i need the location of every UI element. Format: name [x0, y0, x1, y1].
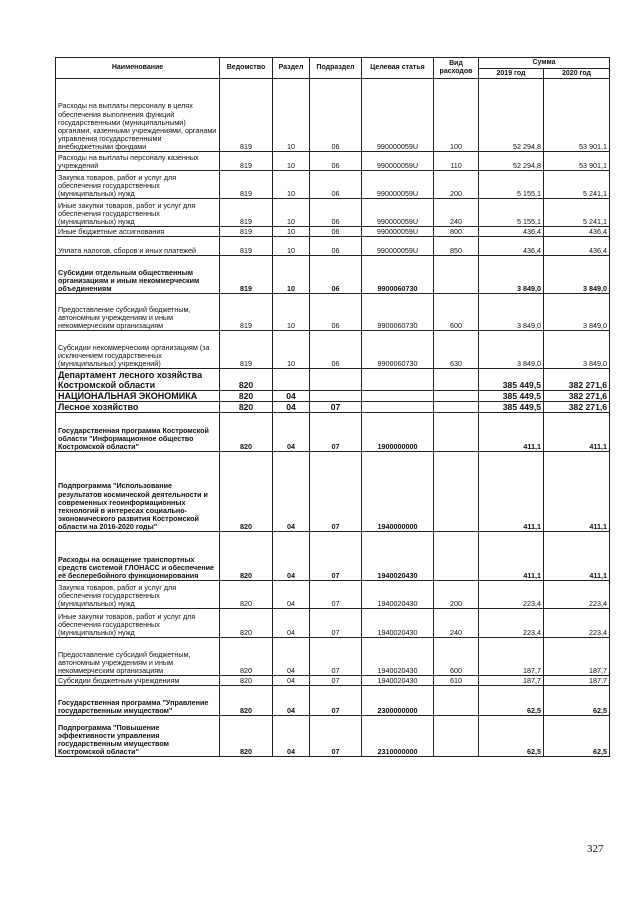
cell-vedomstvo: 819	[220, 237, 273, 256]
cell-2019: 411,1	[479, 452, 544, 532]
table-row	[56, 152, 610, 171]
cell-vid	[434, 686, 479, 716]
cell-2019: 52 294,8	[479, 152, 544, 171]
cell-target: 990000059U	[362, 227, 434, 237]
cell-vedomstvo: 819	[220, 79, 273, 152]
cell-2020: 53 901,1	[544, 152, 610, 171]
cell-razdel: 10	[273, 227, 310, 237]
cell-razdel: 04	[273, 609, 310, 638]
cell-podrazdel: 06	[310, 331, 362, 369]
cell-2020: 62,5	[544, 686, 610, 716]
table-row	[56, 391, 610, 402]
cell-vedomstvo: 820	[220, 532, 273, 581]
cell-vid	[434, 413, 479, 452]
table-row	[56, 256, 610, 294]
cell-2019: 223,4	[479, 581, 544, 609]
cell-vedomstvo: 820	[220, 581, 273, 609]
cell-2020: 436,4	[544, 227, 610, 237]
cell-target: 1940020430	[362, 581, 434, 609]
cell-2019: 385 449,5	[479, 402, 544, 413]
cell-2020: 411,1	[544, 413, 610, 452]
cell-target: 990000059U	[362, 79, 434, 152]
cell-vid: 100	[434, 79, 479, 152]
cell-podrazdel: 07	[310, 686, 362, 716]
cell-2020: 411,1	[544, 532, 610, 581]
table-row	[56, 294, 610, 331]
cell-razdel: 04	[273, 716, 310, 757]
cell-razdel: 04	[273, 452, 310, 532]
cell-razdel	[273, 369, 310, 391]
cell-2020: 187,7	[544, 676, 610, 686]
cell-2020: 382 271,6	[544, 391, 610, 402]
cell-target	[362, 391, 434, 402]
cell-vid: 800	[434, 227, 479, 237]
cell-2020: 223,4	[544, 609, 610, 638]
cell-razdel: 04	[273, 402, 310, 413]
cell-target: 9900060730	[362, 256, 434, 294]
header-name: Наименование	[56, 58, 220, 79]
cell-name: Иные закупки товаров, работ и услуг для обеспечения государственных (муниципальных) нужд	[56, 609, 220, 638]
cell-razdel: 10	[273, 331, 310, 369]
cell-target: 9900060730	[362, 294, 434, 331]
cell-vedomstvo: 820	[220, 413, 273, 452]
cell-name: Государственная программа Костромской области "Информационное общество Костромской области"	[56, 413, 220, 452]
cell-vid: 610	[434, 676, 479, 686]
cell-2019: 436,4	[479, 227, 544, 237]
cell-podrazdel: 07	[310, 452, 362, 532]
cell-2019: 5 155,1	[479, 199, 544, 227]
cell-target: 1940000000	[362, 452, 434, 532]
cell-vedomstvo: 820	[220, 676, 273, 686]
cell-vid	[434, 452, 479, 532]
cell-podrazdel: 06	[310, 171, 362, 199]
table-row	[56, 227, 610, 237]
cell-podrazdel: 06	[310, 199, 362, 227]
cell-name: Субсидии некоммерческим организациям (за исключением государственных (муниципальных) учреждений)	[56, 331, 220, 369]
cell-target: 1900000000	[362, 413, 434, 452]
table-row	[56, 532, 610, 581]
cell-vedomstvo: 820	[220, 369, 273, 391]
cell-2020: 3 849,0	[544, 256, 610, 294]
cell-podrazdel: 07	[310, 716, 362, 757]
cell-vid	[434, 716, 479, 757]
cell-vid	[434, 391, 479, 402]
cell-vid: 200	[434, 581, 479, 609]
cell-vid: 240	[434, 609, 479, 638]
cell-vedomstvo: 820	[220, 402, 273, 413]
cell-2020: 3 849,0	[544, 331, 610, 369]
cell-podrazdel: 07	[310, 609, 362, 638]
cell-2019: 411,1	[479, 413, 544, 452]
cell-2020: 436,4	[544, 237, 610, 256]
cell-name: Лесное хозяйство	[56, 402, 220, 413]
header-2020: 2020 год	[544, 69, 610, 79]
page-number: 327	[587, 843, 604, 855]
cell-vid: 630	[434, 331, 479, 369]
table-row	[56, 716, 610, 757]
cell-2019: 187,7	[479, 676, 544, 686]
cell-vedomstvo: 820	[220, 609, 273, 638]
cell-vedomstvo: 820	[220, 686, 273, 716]
cell-vedomstvo: 819	[220, 256, 273, 294]
header-vedomstvo: Ведомство	[220, 58, 273, 79]
cell-2019: 5 155,1	[479, 171, 544, 199]
cell-name: Субсидии отдельным общественным организациям и иным некоммерческим объединениям	[56, 256, 220, 294]
table-row	[56, 331, 610, 369]
cell-name: Подпрограмма "Использование результатов космической деятельности и современных геоинформационных технологий в интересах социально-экономического развития Костромской области на 2016-2020 годы"	[56, 452, 220, 532]
cell-name: Предоставление субсидий бюджетным, автономным учреждениям и иным некоммерческим организациям	[56, 638, 220, 676]
table-row	[56, 171, 610, 199]
cell-target: 1940020430	[362, 532, 434, 581]
header-vid: Вид расходов	[434, 58, 479, 79]
cell-podrazdel: 06	[310, 152, 362, 171]
cell-vid	[434, 532, 479, 581]
cell-podrazdel: 06	[310, 79, 362, 152]
cell-target: 2300000000	[362, 686, 434, 716]
cell-razdel: 10	[273, 294, 310, 331]
cell-2019: 62,5	[479, 716, 544, 757]
table-row	[56, 402, 610, 413]
cell-razdel: 04	[273, 413, 310, 452]
cell-2019: 411,1	[479, 532, 544, 581]
header-2019: 2019 год	[479, 69, 544, 79]
cell-name: Уплата налогов, сборов и иных платежей	[56, 237, 220, 256]
cell-2020: 382 271,6	[544, 369, 610, 391]
cell-name: Закупка товаров, работ и услуг для обеспечения государственных (муниципальных) нужд	[56, 581, 220, 609]
cell-target: 2310000000	[362, 716, 434, 757]
table-row	[56, 79, 610, 152]
cell-razdel: 10	[273, 256, 310, 294]
cell-vid: 110	[434, 152, 479, 171]
cell-podrazdel: 07	[310, 676, 362, 686]
cell-podrazdel	[310, 369, 362, 391]
cell-vedomstvo: 820	[220, 452, 273, 532]
cell-vedomstvo: 819	[220, 294, 273, 331]
cell-vedomstvo: 820	[220, 716, 273, 757]
table-row	[56, 199, 610, 227]
table-row	[56, 237, 610, 256]
cell-razdel: 04	[273, 686, 310, 716]
table-row	[56, 413, 610, 452]
cell-2019: 62,5	[479, 686, 544, 716]
cell-vid: 240	[434, 199, 479, 227]
table-row	[56, 676, 610, 686]
cell-vedomstvo: 819	[220, 331, 273, 369]
cell-name: Иные бюджетные ассигнования	[56, 227, 220, 237]
cell-razdel: 10	[273, 79, 310, 152]
cell-2019: 3 849,0	[479, 256, 544, 294]
cell-name: Департамент лесного хозяйства Костромской области	[56, 369, 220, 391]
cell-razdel: 04	[273, 391, 310, 402]
cell-target	[362, 402, 434, 413]
cell-2019: 52 294,8	[479, 79, 544, 152]
cell-podrazdel: 07	[310, 402, 362, 413]
table-row	[56, 581, 610, 609]
table-row	[56, 638, 610, 676]
cell-2019: 385 449,5	[479, 369, 544, 391]
cell-name: Государственная программа "Управление государственным имуществом"	[56, 686, 220, 716]
cell-vedomstvo: 820	[220, 638, 273, 676]
cell-vedomstvo: 819	[220, 152, 273, 171]
cell-2020: 53 901,1	[544, 79, 610, 152]
cell-2019: 436,4	[479, 237, 544, 256]
cell-name: Расходы на выплаты персоналу в целях обеспечения выполнения функций государственными (муниципальными) органами, казенными учреждениями, органами управления государственными внебюджетными фондами	[56, 79, 220, 152]
cell-name: НАЦИОНАЛЬНАЯ ЭКОНОМИКА	[56, 391, 220, 402]
cell-razdel: 04	[273, 638, 310, 676]
cell-target: 9900060730	[362, 331, 434, 369]
cell-2020: 223,4	[544, 581, 610, 609]
budget-table	[55, 57, 610, 757]
cell-razdel: 10	[273, 152, 310, 171]
cell-vid	[434, 256, 479, 294]
cell-2020: 382 271,6	[544, 402, 610, 413]
cell-podrazdel: 07	[310, 413, 362, 452]
cell-2020: 5 241,1	[544, 199, 610, 227]
cell-podrazdel	[310, 391, 362, 402]
cell-2020: 3 849,0	[544, 294, 610, 331]
cell-name: Субсидии бюджетным учреждениям	[56, 676, 220, 686]
cell-podrazdel: 07	[310, 638, 362, 676]
cell-name: Предоставление субсидий бюджетным, автономным учреждениям и иным некоммерческим организациям	[56, 294, 220, 331]
cell-2019: 3 849,0	[479, 331, 544, 369]
cell-podrazdel: 06	[310, 256, 362, 294]
cell-razdel: 04	[273, 676, 310, 686]
cell-2020: 187,7	[544, 638, 610, 676]
cell-vedomstvo: 819	[220, 199, 273, 227]
cell-2019: 3 849,0	[479, 294, 544, 331]
table-row	[56, 369, 610, 391]
cell-2020: 5 241,1	[544, 171, 610, 199]
cell-target: 1940020430	[362, 638, 434, 676]
cell-target: 1940020430	[362, 609, 434, 638]
cell-vedomstvo: 819	[220, 171, 273, 199]
cell-vid	[434, 402, 479, 413]
table-row	[56, 452, 610, 532]
cell-2019: 187,7	[479, 638, 544, 676]
cell-podrazdel: 06	[310, 294, 362, 331]
cell-razdel: 04	[273, 581, 310, 609]
cell-name: Расходы на выплаты персоналу казенных учреждений	[56, 152, 220, 171]
cell-podrazdel: 06	[310, 237, 362, 256]
header-razdel: Раздел	[273, 58, 310, 79]
cell-name: Иные закупки товаров, работ и услуг для обеспечения государственных (муниципальных) нужд	[56, 199, 220, 227]
cell-podrazdel: 06	[310, 227, 362, 237]
cell-2019: 385 449,5	[479, 391, 544, 402]
cell-name: Расходы на оснащение транспортных средств системой ГЛОНАСС и обеспечение её бесперебойного функционирования	[56, 532, 220, 581]
cell-2020: 62,5	[544, 716, 610, 757]
cell-target: 990000059U	[362, 152, 434, 171]
cell-podrazdel: 07	[310, 581, 362, 609]
cell-razdel: 10	[273, 237, 310, 256]
cell-vedomstvo: 819	[220, 227, 273, 237]
cell-2019: 223,4	[479, 609, 544, 638]
header-podrazdel: Подраздел	[310, 58, 362, 79]
cell-target: 990000059U	[362, 237, 434, 256]
header-target: Целевая статья	[362, 58, 434, 79]
cell-podrazdel: 07	[310, 532, 362, 581]
cell-target: 990000059U	[362, 171, 434, 199]
cell-razdel: 10	[273, 199, 310, 227]
cell-razdel: 04	[273, 532, 310, 581]
table-row	[56, 609, 610, 638]
cell-vid: 600	[434, 294, 479, 331]
header-sum: Сумма	[479, 58, 610, 69]
cell-vid: 200	[434, 171, 479, 199]
cell-name: Подпрограмма "Повышение эффективности управления государственным имуществом Костромской области"	[56, 716, 220, 757]
cell-2020: 411,1	[544, 452, 610, 532]
cell-target	[362, 369, 434, 391]
cell-target: 990000059U	[362, 199, 434, 227]
table-row	[56, 686, 610, 716]
cell-vedomstvo: 820	[220, 391, 273, 402]
cell-razdel: 10	[273, 171, 310, 199]
cell-name: Закупка товаров, работ и услуг для обеспечения государственных (муниципальных) нужд	[56, 171, 220, 199]
cell-target: 1940020430	[362, 676, 434, 686]
cell-vid: 600	[434, 638, 479, 676]
cell-vid	[434, 369, 479, 391]
cell-vid: 850	[434, 237, 479, 256]
